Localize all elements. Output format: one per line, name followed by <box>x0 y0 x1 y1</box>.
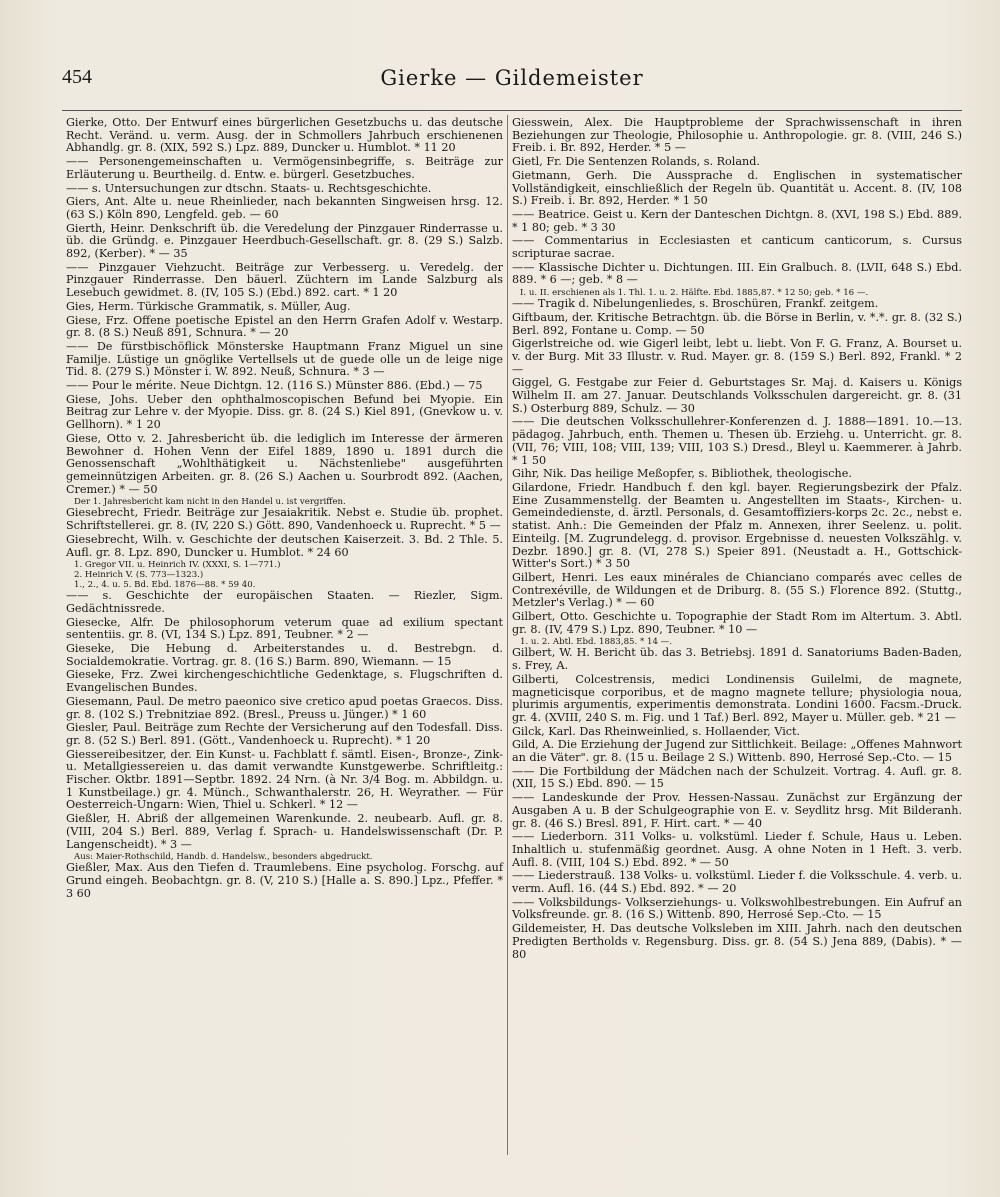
bibliography-entry: —— Tragik d. Nibelungenliedes, s. Broschüren, Frankf. zeitgem. <box>512 297 879 311</box>
bibliography-entry: Giesebrecht, Friedr. Beiträge zur Jesaiakritik. Nebst e. Studie üb. prophet. Schriftstellerei. gr. 8. (IV, 220 S.) Gött. 890, Vandenhoeck u. Ruprecht. * 5 — <box>66 506 503 533</box>
bibliography-entry: Giese, Otto v. 2. Jahresbericht üb. die lediglich im Interesse der ärmeren Bewohner d. Hohen Venn der Eifel 1889, 1890 u. 1891 durch die Genossenschaft „Wohlthätigkeit u. Nächstenliebe" ausgeführten gemeinnützigen Arbeiten. gr. 8. (26 S.) Aachen u. Sourbrodt 892. (Aachen, Cremer.) * — 50 <box>66 431 503 496</box>
bibliography-entry: Giesecke, Alfr. De philosophorum veterum quae ad exilium spectant sententiis. gr. 8. (VI, 134 S.) Lpz. 891, Teubner. * 2 — <box>66 615 503 642</box>
bibliography-entry: —— Liederborn. 311 Volks- u. volkstüml. Lieder f. Schule, Haus u. Leben. Inhaltlich u. stufenmäßig geordnet. Ausg. A ohne Noten in 1 Heft. 3. verb. Aufl. 8. (VIII, 104 S.) Ebd. 892. * — 50 <box>512 830 962 869</box>
bibliography-entry: Giessereibesitzer, der. Ein Kunst- u. Fachblatt f. sämtl. Eisen-, Bronze-, Zink- u. Metallgiessereien u. das damit verwandte Kunstgewerbe. Schriftleitg.: Fischer. Oktbr. 1891—Septbr. 1892. 24 Nrn. (à Nr. 3/4 Bog. m. Abbildgn. u. 1 Kunstbeilage.) gr. 4. Münch., Schwanthalerstr. 26, H. Weyrather. — Für Oesterreich-Ungarn: Wien, Thiel u. Schkerl. * 12 — <box>66 747 503 812</box>
bibliography-entry: Gilardone, Friedr. Handbuch f. den kgl. bayer. Regierungsbezirk der Pfalz. Eine Zusammenstellg. der Beamten u. Angestellten im Staats-, Kirchen- u. Gemeindedienste, d. ärztl. Personals, d. Gesamtoffiziers-korps 2c. 2c., nebst e. statist. Anh.: Die Gemeinden der Pfalz m. Annexen, ihrer Seelenz. u. polit. Einteilg. [M. Zugrundelegg. d. provisor. Ergebnisse d. neuesten Volkszählg. v. Dezbr. 1890.] gr. 8. (VI, 278 S.) Speier 891. (Neustadt a. H., Gottschick-Witter's Sort.) * 3 50 <box>512 480 962 571</box>
entry-note: 1., 2., 4. u. 5. Bd. Ebd. 1876—88. * 59 40. <box>74 580 256 591</box>
bibliography-entry: —— Commentarius in Ecclesiasten et canticum canticorum, s. Cursus scripturae sacrae. <box>512 234 962 261</box>
bibliography-entry: Gilbert, Henri. Les eaux minérales de Chianciano comparés avec celles de Contrexéville, de Wildungen et de Driburg. 8. (55 S.) Florence 892. (Stuttg., Metzler's Verlag.) * — 60 <box>512 570 962 610</box>
bibliography-entry: Gierth, Heinr. Denkschrift üb. die Veredelung der Pinzgauer Rinderrasse u. üb. die Gründg. e. Pinzgauer Heerdbuch-Gesellschaft. gr. 8. (29 S.) Salzb. 892, (Kerber). * — 35 <box>66 221 503 261</box>
entry-note: Aus: Maier-Rothschild, Handb. d. Handelsw., besonders abgedruckt. <box>74 852 373 863</box>
bibliography-entry: —— Beatrice. Geist u. Kern der Danteschen Dichtgn. 8. (XVI, 198 S.) Ebd. 889. * 1 80; geb. * 3 30 <box>512 207 962 234</box>
bibliography-entry: Gigerlstreiche od. wie Gigerl leibt, lebt u. liebt. Von F. G. Franz, A. Bourset u. v. der Burg. Mit 33 Illustr. v. Rud. Mayer. gr. 8. (159 S.) Berl. 892, Frankl. * 2 — <box>512 337 962 376</box>
bibliography-entry: Giese, Frz. Offene poetische Epistel an den Herrn Grafen Adolf v. Westarp. gr. 8. (8 S.) Neuß 891, Schnura. * — 20 <box>66 313 503 340</box>
bibliography-entry: Gihr, Nik. Das heilige Meßopfer, s. Bibliothek, theologische. <box>512 467 852 481</box>
bibliography-entry: Gieseke, Die Hebung d. Arbeiterstandes u. d. Bestrebgn. d. Socialdemokratie. Vortrag. gr. 8. (16 S.) Barm. 890, Wiemann. — 15 <box>66 642 503 668</box>
bibliography-entry: Gietl, Fr. Die Sentenzen Rolands, s. Roland. <box>512 155 760 169</box>
bibliography-entry: Giesemann, Paul. De metro paeonico sive cretico apud poetas Graecos. Diss. gr. 8. (102 S.) Trebnitziae 892. (Bresl., Preuss u. Jünger.) * 1 60 <box>66 694 503 721</box>
bibliography-entry: Gieseke, Frz. Zwei kirchengeschichtliche Gedenktage, s. Flugschriften d. Evangelischen Bundes. <box>66 668 503 695</box>
bibliography-entry: —— Pinzgauer Viehzucht. Beiträge zur Verbesserg. u. Veredelg. der Pinzgauer Rinderrasse. Den bäuerl. Züchtern im Lande Salzburg als Lesebuch gewidmet. 8. (IV, 105 S.) (Ebd.) 892. cart. * 1 20 <box>66 260 503 300</box>
bibliography-entry: —— Klassische Dichter u. Dichtungen. III. Ein Gralbuch. 8. (LVII, 648 S.) Ebd. 889. * 6 —; geb. * 8 — <box>512 260 962 287</box>
bibliography-entry: Giesswein, Alex. Die Hauptprobleme der Sprachwissenschaft in ihren Beziehungen zur Theologie, Philosophie u. Anthropologie. gr. 8. (VIII, 246 S.) Freib. i. Br. 892, Herder. * 5 — <box>512 116 962 155</box>
bibliography-entry: Giesebrecht, Wilh. v. Geschichte der deutschen Kaiserzeit. 3. Bd. 2 Thle. 5. Aufl. gr. 8. Lpz. 890, Duncker u. Humblot. * 24 60 <box>66 532 503 559</box>
bibliography-entry: Giers, Ant. Alte u. neue Rheinlieder, nach bekannten Singweisen hrsg. 12. (63 S.) Köln 890, Lengfeld. geb. — 60 <box>66 195 503 221</box>
bibliography-entry: —— Die Fortbildung der Mädchen nach der Schulzeit. Vortrag. 4. Aufl. gr. 8. (XII, 15 S.) Ebd. 890. — 15 <box>512 764 962 791</box>
left-column <box>66 117 503 901</box>
header-rule <box>62 110 962 111</box>
bibliography-entry: Giesler, Paul. Beiträge zum Rechte der Versicherung auf den Todesfall. Diss. gr. 8. (52 S.) Berl. 891. (Gött., Vandenhoeck u. Ruprecht). * 1 20 <box>66 721 503 747</box>
bibliography-entry: Gilberti, Colcestrensis, medici Londinensis Guilelmi, de magnete, magneticisque corporibus, et de magno magnete tellure; physiologia noua, plurimis argumentis, experimentis demonstrata. Londini 1600. Facsm.-Druck. gr. 4. (XVIII, 240 S. m. Fig. und 1 Taf.) Berl. 892, Mayer u. Müller. geb. * 21 — <box>512 672 962 724</box>
bibliography-entry: Gilck, Karl. Das Rheinweinlied, s. Hollaender, Vict. <box>512 724 801 738</box>
entry-note: 1. Gregor VII. u. Heinrich IV. (XXXI, S. 1—771.) <box>74 560 281 571</box>
bibliography-entry: Gildemeister, H. Das deutsche Volksleben im XIII. Jahrh. nach den deutschen Predigten Bertholds v. Regensburg. Diss. gr. 8. (54 S.) Jena 889, (Dabis). * — 80 <box>512 922 962 961</box>
bibliography-entry: —— Landeskunde der Prov. Hessen-Nassau. Zunächst zur Ergänzung der Ausgaben A u. B der Schulgeographie von E. v. Seydlitz hrsg. Mit Bilderanh. gr. 8. (46 S.) Bresl. 891, F. Hirt. cart. * — 40 <box>512 791 962 830</box>
bibliography-entry: Giftbaum, der. Kritische Betrachtgn. üb. die Börse in Berlin, v. *.*. gr. 8. (32 S.) Berl. 892, Fontane u. Comp. — 50 <box>512 310 962 337</box>
bibliography-entry: —— Pour le mérite. Neue Dichtgn. 12. (116 S.) Münster 886. (Ebd.) — 75 <box>66 379 483 393</box>
bibliography-entry: —— s. Geschichte der europäischen Staaten. — Riezler, Sigm. Gedächtnissrede. <box>66 589 503 615</box>
entry-note: Der 1. Jahresbericht kam nicht in den Handel u. ist vergriffen. <box>74 497 346 508</box>
bibliography-entry: —— Liederstrauß. 138 Volks- u. volkstüml. Lieder f. die Volksschule. 4. verb. u. verm. Aufl. 16. (44 S.) Ebd. 892. * — 20 <box>512 869 962 896</box>
bibliography-entry: —— s. Untersuchungen zur dtschn. Staats- u. Rechtsgeschichte. <box>66 181 432 195</box>
bibliography-entry: Gierke, Otto. Der Entwurf eines bürgerlichen Gesetzbuchs u. das deutsche Recht. Veränd. u. verm. Ausg. der in Schmollers Jahrbuch erschienenen Abhandlg. gr. 8. (XIX, 592 S.) Lpz. 889, Duncker u. Humblot. * 11 20 <box>66 116 503 155</box>
page-number: 454 <box>62 66 92 88</box>
entry-note: 1. u. 2. Abtl. Ebd. 1883,85. * 14 —. <box>520 637 672 648</box>
entry-note: 2. Heinrich V. (S. 773—1323.) <box>74 570 204 581</box>
bibliography-entry: Gilbert, W. H. Bericht üb. das 3. Betriebsj. 1891 d. Sanatoriums Baden-Baden, s. Frey, A. <box>512 646 962 673</box>
right-column <box>512 117 962 962</box>
bibliography-entry: Gießler, H. Abriß der allgemeinen Warenkunde. 2. neubearb. Aufl. gr. 8. (VIII, 204 S.) Berl. 889, Verlag f. Sprach- u. Handelswissenschaft (Dr. P. Langenscheidt). * 3 — <box>66 812 503 851</box>
bibliography-entry: Giggel, G. Festgabe zur Feier d. Geburtstages Sr. Maj. d. Kaisers u. Königs Wilhelm II. am 27. Januar. Deutschlands Volksschulen dargereicht. gr. 8. (31 S.) Osterburg 889, Schulz. — 30 <box>512 376 962 415</box>
running-head: Gierke — Gildemeister <box>380 66 644 90</box>
bibliography-entry: —— Personengemeinschaften u. Vermögensinbegriffe, s. Beiträge zur Erläuterung u. Beurtheilg. d. Entw. e. bürgerl. Gesetzbuches. <box>66 155 503 181</box>
bibliography-entry: Gilbert, Otto. Geschichte u. Topographie der Stadt Rom im Altertum. 3. Abtl. gr. 8. (IV, 479 S.) Lpz. 890, Teubner. * 10 — <box>512 610 962 636</box>
bibliography-entry: Gild, A. Die Erziehung der Jugend zur Sittlichkeit. Beilage: „Offenes Mahnwort an die Väter". gr. 8. (15 u. Beilage 2 S.) Wittenb. 890, Herrosé Sep.-Cto. — 15 <box>512 738 962 765</box>
bibliography-entry: Gietmann, Gerh. Die Aussprache d. Englischen in systematischer Vollständigkeit, einschließlich der Regeln üb. Quantität u. Accent. 8. (IV, 108 S.) Freib. i. Br. 892, Herder. * 1 50 <box>512 168 962 208</box>
page-header <box>62 66 962 106</box>
bibliography-entry: —— Volksbildungs- Volkserziehungs- u. Volkswohlbestrebungen. Ein Aufruf an Volksfreunde. gr. 8. (16 S.) Wittenb. 890, Herrosé Sep.-Cto. — 15 <box>512 895 962 922</box>
bibliography-entry: Gies, Herm. Türkische Grammatik, s. Müller, Aug. <box>66 299 351 313</box>
bibliography-entry: —— Die deutschen Volksschullehrer-Konferenzen d. J. 1888—1891. 10.—13. pädagog. Jahrbuch, enth. Themen u. Thesen üb. Erziehg. u. Unterricht. gr. 8. (VII, 76; VIII, 108; VIII, 139; VIII, 103 S.) Dresd., Bleyl u. Kaemmerer. à Jahrb. * 1 50 <box>512 415 962 467</box>
bibliography-entry: —— De fürstbischöflick Mönsterske Hauptmann Franz Miguel un sine Familje. Lüstige un gnöglike Vertellsels ut de guede olle un de leige nige Tid. 8. (279 S.) Mönster i. W. 892. Neuß, Schnura. * 3 — <box>66 339 503 379</box>
bibliography-entry: Giese, Johs. Ueber den ophthalmoscopischen Befund bei Myopie. Ein Beitrag zur Lehre v. der Myopie. Diss. gr. 8. (24 S.) Kiel 891, (Gnevkow u. v. Gellhorn). * 1 20 <box>66 392 503 432</box>
bibliography-entry: Gießler, Max. Aus den Tiefen d. Traumlebens. Eine psycholog. Forschg. auf Grund eingeh. Beobachtgn. gr. 8. (V, 210 S.) [Halle a. S. 890.] Lpz., Pfeffer. * 3 60 <box>66 861 503 900</box>
column-divider <box>507 115 508 1155</box>
entry-note: I. u. II. erschienen als 1. Thl. 1. u. 2. Hälfte. Ebd. 1885,87. * 12 50; geb. * 16 —. <box>520 288 869 299</box>
